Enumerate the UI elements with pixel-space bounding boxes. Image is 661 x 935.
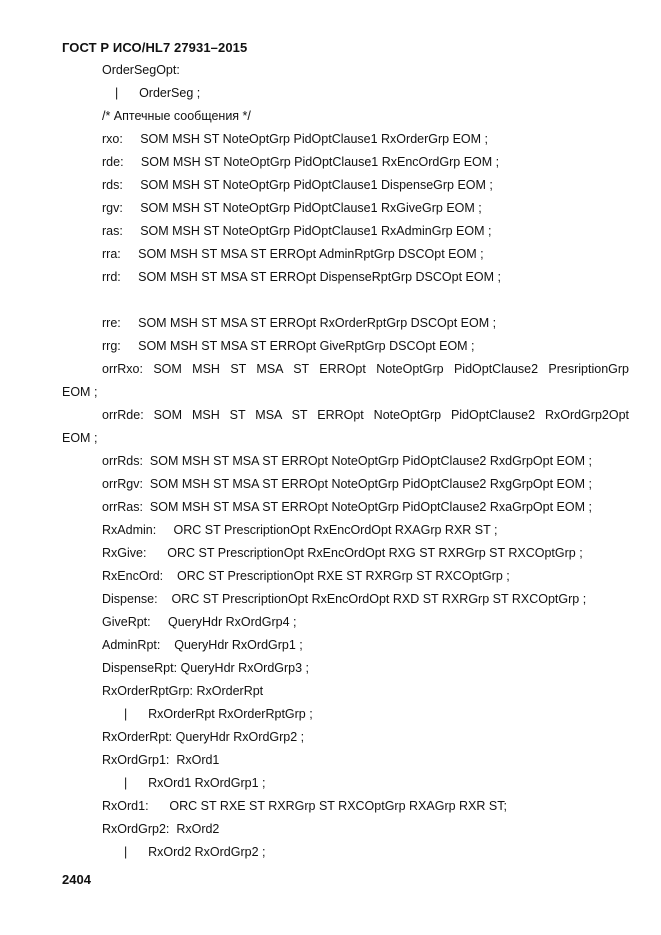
code-line: orrRxo: SOM MSH ST MSA ST ERROpt NoteOptGrp PidOptClause2 PresriptionGrp [102, 362, 629, 376]
code-line: rds: SOM MSH ST NoteOptGrp PidOptClause1 DispenseGrp EOM ; [102, 178, 493, 192]
code-line: rxo: SOM MSH ST NoteOptGrp PidOptClause1 RxOrderGrp EOM ; [102, 132, 488, 146]
code-line: rde: SOM MSH ST NoteOptGrp PidOptClause1 RxEncOrdGrp EOM ; [102, 155, 500, 169]
code-line: Dispense: ORC ST PrescriptionOpt RxEncOrdOpt RXD ST RXRGrp ST RXCOptGrp ; [102, 592, 587, 606]
code-line: ras: SOM MSH ST NoteOptGrp PidOptClause1 RxAdminGrp EOM ; [102, 224, 492, 238]
code-line: | RxOrd2 RxOrdGrp2 ; [124, 845, 266, 859]
code-line: AdminRpt: QueryHdr RxOrdGrp1 ; [102, 638, 303, 652]
code-line: RxAdmin: ORC ST PrescriptionOpt RxEncOrdOpt RXAGrp RXR ST ; [102, 523, 498, 537]
code-line: orrRgv: SOM MSH ST MSA ST ERROpt NoteOptGrp PidOptClause2 RxgGrpOpt EOM ; [102, 477, 592, 491]
code-line: RxOrderRptGrp: RxOrderRpt [102, 684, 264, 698]
code-line: RxEncOrd: ORC ST PrescriptionOpt RXE ST RXRGrp ST RXCOptGrp ; [102, 569, 510, 583]
code-line-continuation: EOM ; [62, 431, 98, 445]
code-line-continuation: EOM ; [62, 385, 98, 399]
code-line: OrderSegOpt: [102, 63, 180, 77]
code-line: RxOrderRpt: QueryHdr RxOrdGrp2 ; [102, 730, 305, 744]
code-line: DispenseRpt: QueryHdr RxOrdGrp3 ; [102, 661, 310, 675]
code-line: RxOrdGrp2: RxOrd2 [102, 822, 220, 836]
code-line: | OrderSeg ; [115, 86, 201, 100]
code-line: orrRds: SOM MSH ST MSA ST ERROpt NoteOptGrp PidOptClause2 RxdGrpOpt EOM ; [102, 454, 592, 468]
page-number: 2404 [62, 872, 91, 887]
code-line: rrg: SOM MSH ST MSA ST ERROpt GiveRptGrp DSCOpt EOM ; [102, 339, 475, 353]
document-header: ГОСТ Р ИСО/HL7 27931–2015 [62, 40, 248, 55]
code-line: rra: SOM MSH ST MSA ST ERROpt AdminRptGrp DSCOpt EOM ; [102, 247, 484, 261]
code-line: rre: SOM MSH ST MSA ST ERROpt RxOrderRptGrp DSCOpt EOM ; [102, 316, 497, 330]
code-comment: /* Аптечные сообщения */ [102, 109, 251, 123]
code-line: | RxOrd1 RxOrdGrp1 ; [124, 776, 266, 790]
code-line: rrd: SOM MSH ST MSA ST ERROpt DispenseRptGrp DSCOpt EOM ; [102, 270, 501, 284]
code-line: RxOrdGrp1: RxOrd1 [102, 753, 220, 767]
code-line: RxGive: ORC ST PrescriptionOpt RxEncOrdOpt RXG ST RXRGrp ST RXCOptGrp ; [102, 546, 583, 560]
code-line: RxOrd1: ORC ST RXE ST RXRGrp ST RXCOptGrp RXAGrp RXR ST; [102, 799, 507, 813]
code-line: orrRde: SOM MSH ST MSA ST ERROpt NoteOptGrp PidOptClause2 RxOrdGrp2Opt [102, 408, 629, 422]
code-line: rgv: SOM MSH ST NoteOptGrp PidOptClause1 RxGiveGrp EOM ; [102, 201, 482, 215]
code-line: orrRas: SOM MSH ST MSA ST ERROpt NoteOptGrp PidOptClause2 RxaGrpOpt EOM ; [102, 500, 592, 514]
code-line: GiveRpt: QueryHdr RxOrdGrp4 ; [102, 615, 297, 629]
code-line: | RxOrderRpt RxOrderRptGrp ; [124, 707, 313, 721]
